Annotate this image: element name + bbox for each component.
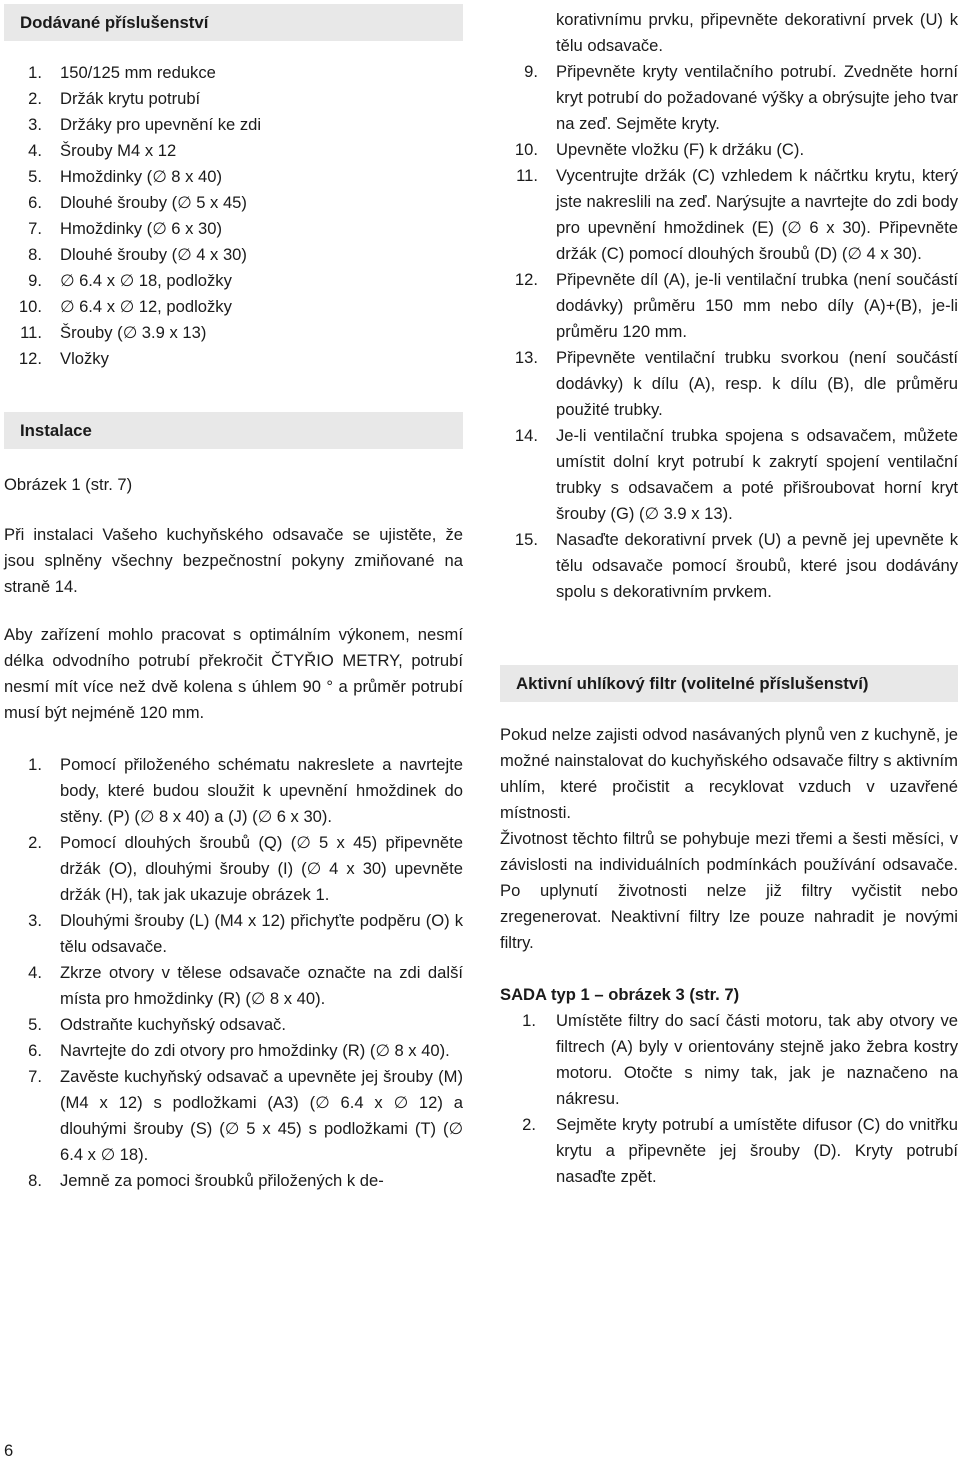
list-item-number: 10. (18, 297, 42, 316)
list-item-text: Dlouhými šrouby (L) (M4 x 12) přichyťte podpěru (O) k tělu odsavače. (60, 911, 463, 956)
list-item-text: Navrtejte do zdi otvory pro hmoždinky (R) (∅ 8 x 40). (60, 1041, 450, 1060)
list-item-text: Zkrze otvory v tělese odsavače označte na zdi další místa pro hmoždinky (R) (∅ 8 x 40). (60, 963, 463, 1008)
filter-paragraph-2: Životnost těchto filtrů se pohybuje mezi třemi a šesti měsíci, v závislosti na individuálních podmínkách používání odsavače. Po uplynutí životnosti nelze již filtry vyčistit nebo zregenerovat. Neaktivní filtry lze pouze nahradit je novými filtry. (500, 829, 958, 952)
installation-steps-right (500, 59, 958, 605)
list-item-number: 3. (28, 115, 42, 134)
list-item-number: 4. (28, 141, 42, 160)
list-item (500, 527, 958, 605)
step-8-continued: korativnímu prvku, připevněte dekorativní prvek (U) k tělu odsavače. (556, 10, 958, 55)
accessories-list (4, 60, 463, 372)
list-item-text: Připevněte ventilační trubku svorkou (není součástí dodávky) k dílu (A), resp. k dílu (B), dle průměru použité trubky. (556, 348, 958, 419)
filter-heading: Aktivní uhlíkový filtr (volitelné příslušenství) (500, 665, 958, 702)
list-item (4, 60, 463, 86)
list-item (4, 346, 463, 372)
sada-steps (500, 1008, 958, 1190)
list-item-text: Držák krytu potrubí (60, 89, 201, 108)
list-item-number: 9. (524, 62, 538, 81)
list-item-number: 12. (514, 270, 538, 289)
right-column (500, 0, 958, 1190)
list-item-number: 4. (28, 963, 42, 982)
list-item (4, 294, 463, 320)
list-item-number: 8. (28, 245, 42, 264)
list-item-number: 3. (28, 911, 42, 930)
list-item-text: Připevněte díl (A), je-li ventilační trubka (není součástí dodávky) průměru 150 mm nebo díly (A)+(B), je-li průměru 120 mm. (556, 270, 958, 341)
list-item (4, 1038, 463, 1064)
list-item (4, 190, 463, 216)
list-item-text: Šrouby (∅ 3.9 x 13) (60, 323, 207, 342)
list-item-number: 5. (28, 167, 42, 186)
list-item (4, 1012, 463, 1038)
list-item-text: Nasaďte dekorativní prvek (U) a pevně jej upevněte k tělu odsavače pomocí šroubů, které jsou dodávány spolu s dekorativním prvkem. (556, 530, 958, 601)
list-item-number: 2. (28, 833, 42, 852)
list-item-text: Jemně za pomoci šroubků přiložených k de- (60, 1171, 384, 1190)
list-item-text: Držáky pro upevnění ke zdi (60, 115, 262, 134)
figure-reference: Obrázek 1 (str. 7) (4, 475, 133, 494)
list-item-number: 7. (28, 1067, 42, 1086)
list-item (4, 830, 463, 908)
list-item (4, 1168, 463, 1194)
list-item-text: Hmoždinky (∅ 8 x 40) (60, 167, 222, 186)
list-item-number: 2. (28, 89, 42, 108)
list-item (4, 164, 463, 190)
list-item-text: Hmoždinky (∅ 6 x 30) (60, 219, 222, 238)
list-item (4, 216, 463, 242)
list-item (4, 138, 463, 164)
list-item-number: 5. (28, 1015, 42, 1034)
list-item (4, 268, 463, 294)
list-item-number: 15. (514, 530, 538, 549)
list-item (500, 1008, 958, 1112)
list-item-text: Šrouby M4 x 12 (60, 141, 177, 160)
list-item (500, 59, 958, 137)
list-item-text: Upevněte vložku (F) k držáku (C). (556, 140, 805, 159)
list-item-text: Sejměte kryty potrubí a umístěte difusor (C) do vnitřku krytu a připevněte jej šrouby (D). Kryty potrubí nasaďte zpět. (556, 1115, 958, 1186)
list-item-number: 1. (28, 755, 42, 774)
list-item-number: 8. (28, 1171, 42, 1190)
list-item-text: Pomocí dlouhých šroubů (Q) (∅ 5 x 45) připevněte držák (O), dlouhými šrouby (I) (∅ 4 x 30) upevněte držák (H), tak jak ukazuje obrázek 1. (60, 833, 463, 904)
page-number: 6 (4, 1441, 14, 1460)
accessories-heading: Dodávané příslušenství (4, 4, 463, 41)
list-item-text: Odstraňte kuchyňský odsavač. (60, 1015, 286, 1034)
list-item (4, 112, 463, 138)
filter-paragraph-1: Pokud nelze zajisti odvod nasávaných plynů ven z kuchyně, je možné nainstalovat do kuchyňského odsavače filtry s aktivním uhlím, které pročistit a recyklovat vzduch v uzavřené místnosti. (500, 725, 958, 822)
list-item (500, 423, 958, 527)
list-item (500, 1112, 958, 1190)
installation-heading: Instalace (4, 412, 463, 449)
list-item-number: 7. (28, 219, 42, 238)
list-item (4, 320, 463, 346)
list-item-number: 1. (522, 1011, 536, 1030)
list-item (500, 345, 958, 423)
list-item (4, 1064, 463, 1168)
list-item-text: Umístěte filtry do sací části motoru, tak aby otvory ve filtrech (A) byly v orientovány stejně jako žebra kostry motoru. Otočte s nimy tak, jak je naznačeno na nákresu. (556, 1011, 958, 1108)
list-item-text: Pomocí přiloženého schématu nakreslete a navrtejte body, které budou sloužit k upevnění hmoždinek do stěny. (P) (∅ 8 x 40) a (J) (∅ 6 x 30). (60, 755, 463, 826)
list-item-number: 11. (516, 166, 538, 185)
list-item-text: Zavěste kuchyňský odsavač a upevněte jej šrouby (M) (M4 x 12) s podložkami (A3) (∅ 6.4 x ∅ 12) a dlouhými šrouby (S) (∅ 5 x 45) s podložkami (T) (∅ 6.4 x ∅ 18). (60, 1067, 463, 1164)
list-item (4, 908, 463, 960)
list-item-text: Je-li ventilační trubka spojena s odsavačem, můžete umístit dolní kryt potrubí k zakrytí spojení ventilační trubky s odsavačem a poté přišroubovat horní kryt šrouby (G) (∅ 3.9 x 13). (556, 426, 958, 523)
list-item-text: Dlouhé šrouby (∅ 4 x 30) (60, 245, 247, 264)
list-item-number: 9. (28, 271, 42, 290)
list-item (4, 960, 463, 1012)
list-item-number: 2. (522, 1115, 536, 1134)
list-item-text: Vycentrujte držák (C) vzhledem k náčrtku krytu, který jste nakreslili na zeď. Narýsujte a navrtejte do zdi body pro upevnění hmoždinek (E) (∅ 6 x 30). Připevněte držák (C) pomocí dlouhých šroubů (D) (∅ 4 x 30). (556, 166, 958, 263)
list-item-number: 1. (28, 63, 42, 82)
list-item-text: Vložky (60, 349, 109, 368)
list-item-text: ∅ 6.4 x ∅ 18, podložky (60, 271, 232, 290)
installation-paragraph-2: Aby zařízení mohlo pracovat s optimálním výkonem, nesmí délka odvodního potrubí překročit ČTYŘIO METRY, potrubí nesmí mít více než dvě kolena s úhlem 90 ° a průměr potrubí musí být nejméně 120 mm. (4, 625, 463, 722)
list-item (4, 242, 463, 268)
list-item-text: 150/125 mm redukce (60, 63, 216, 82)
list-item-number: 10. (514, 140, 538, 159)
list-item-number: 12. (18, 349, 42, 368)
list-item-text: Připevněte kryty ventilačního potrubí. Zvedněte horní kryt potrubí do požadované výšky a obrýsujte jeho tvar na zeď. Sejměte kryty. (556, 62, 958, 133)
list-item (500, 267, 958, 345)
list-item-text: Dlouhé šrouby (∅ 5 x 45) (60, 193, 247, 212)
list-item-number: 14. (514, 426, 538, 445)
list-item-number: 11. (20, 323, 42, 342)
list-item-text: ∅ 6.4 x ∅ 12, podložky (60, 297, 232, 316)
installation-paragraph-1: Při instalaci Vašeho kuchyňského odsavače se ujistěte, že jsou splněny všechny bezpečnostní pokyny zmiňované na straně 14. (4, 525, 463, 596)
list-item-number: 6. (28, 193, 42, 212)
list-item (500, 163, 958, 267)
list-item-number: 13. (514, 348, 538, 367)
sada-heading: SADA typ 1 – obrázek 3 (str. 7) (500, 985, 740, 1004)
list-item (500, 137, 958, 163)
list-item-number: 6. (28, 1041, 42, 1060)
installation-steps-left (4, 752, 463, 1194)
list-item (4, 86, 463, 112)
left-column (4, 0, 463, 1194)
list-item (4, 752, 463, 830)
